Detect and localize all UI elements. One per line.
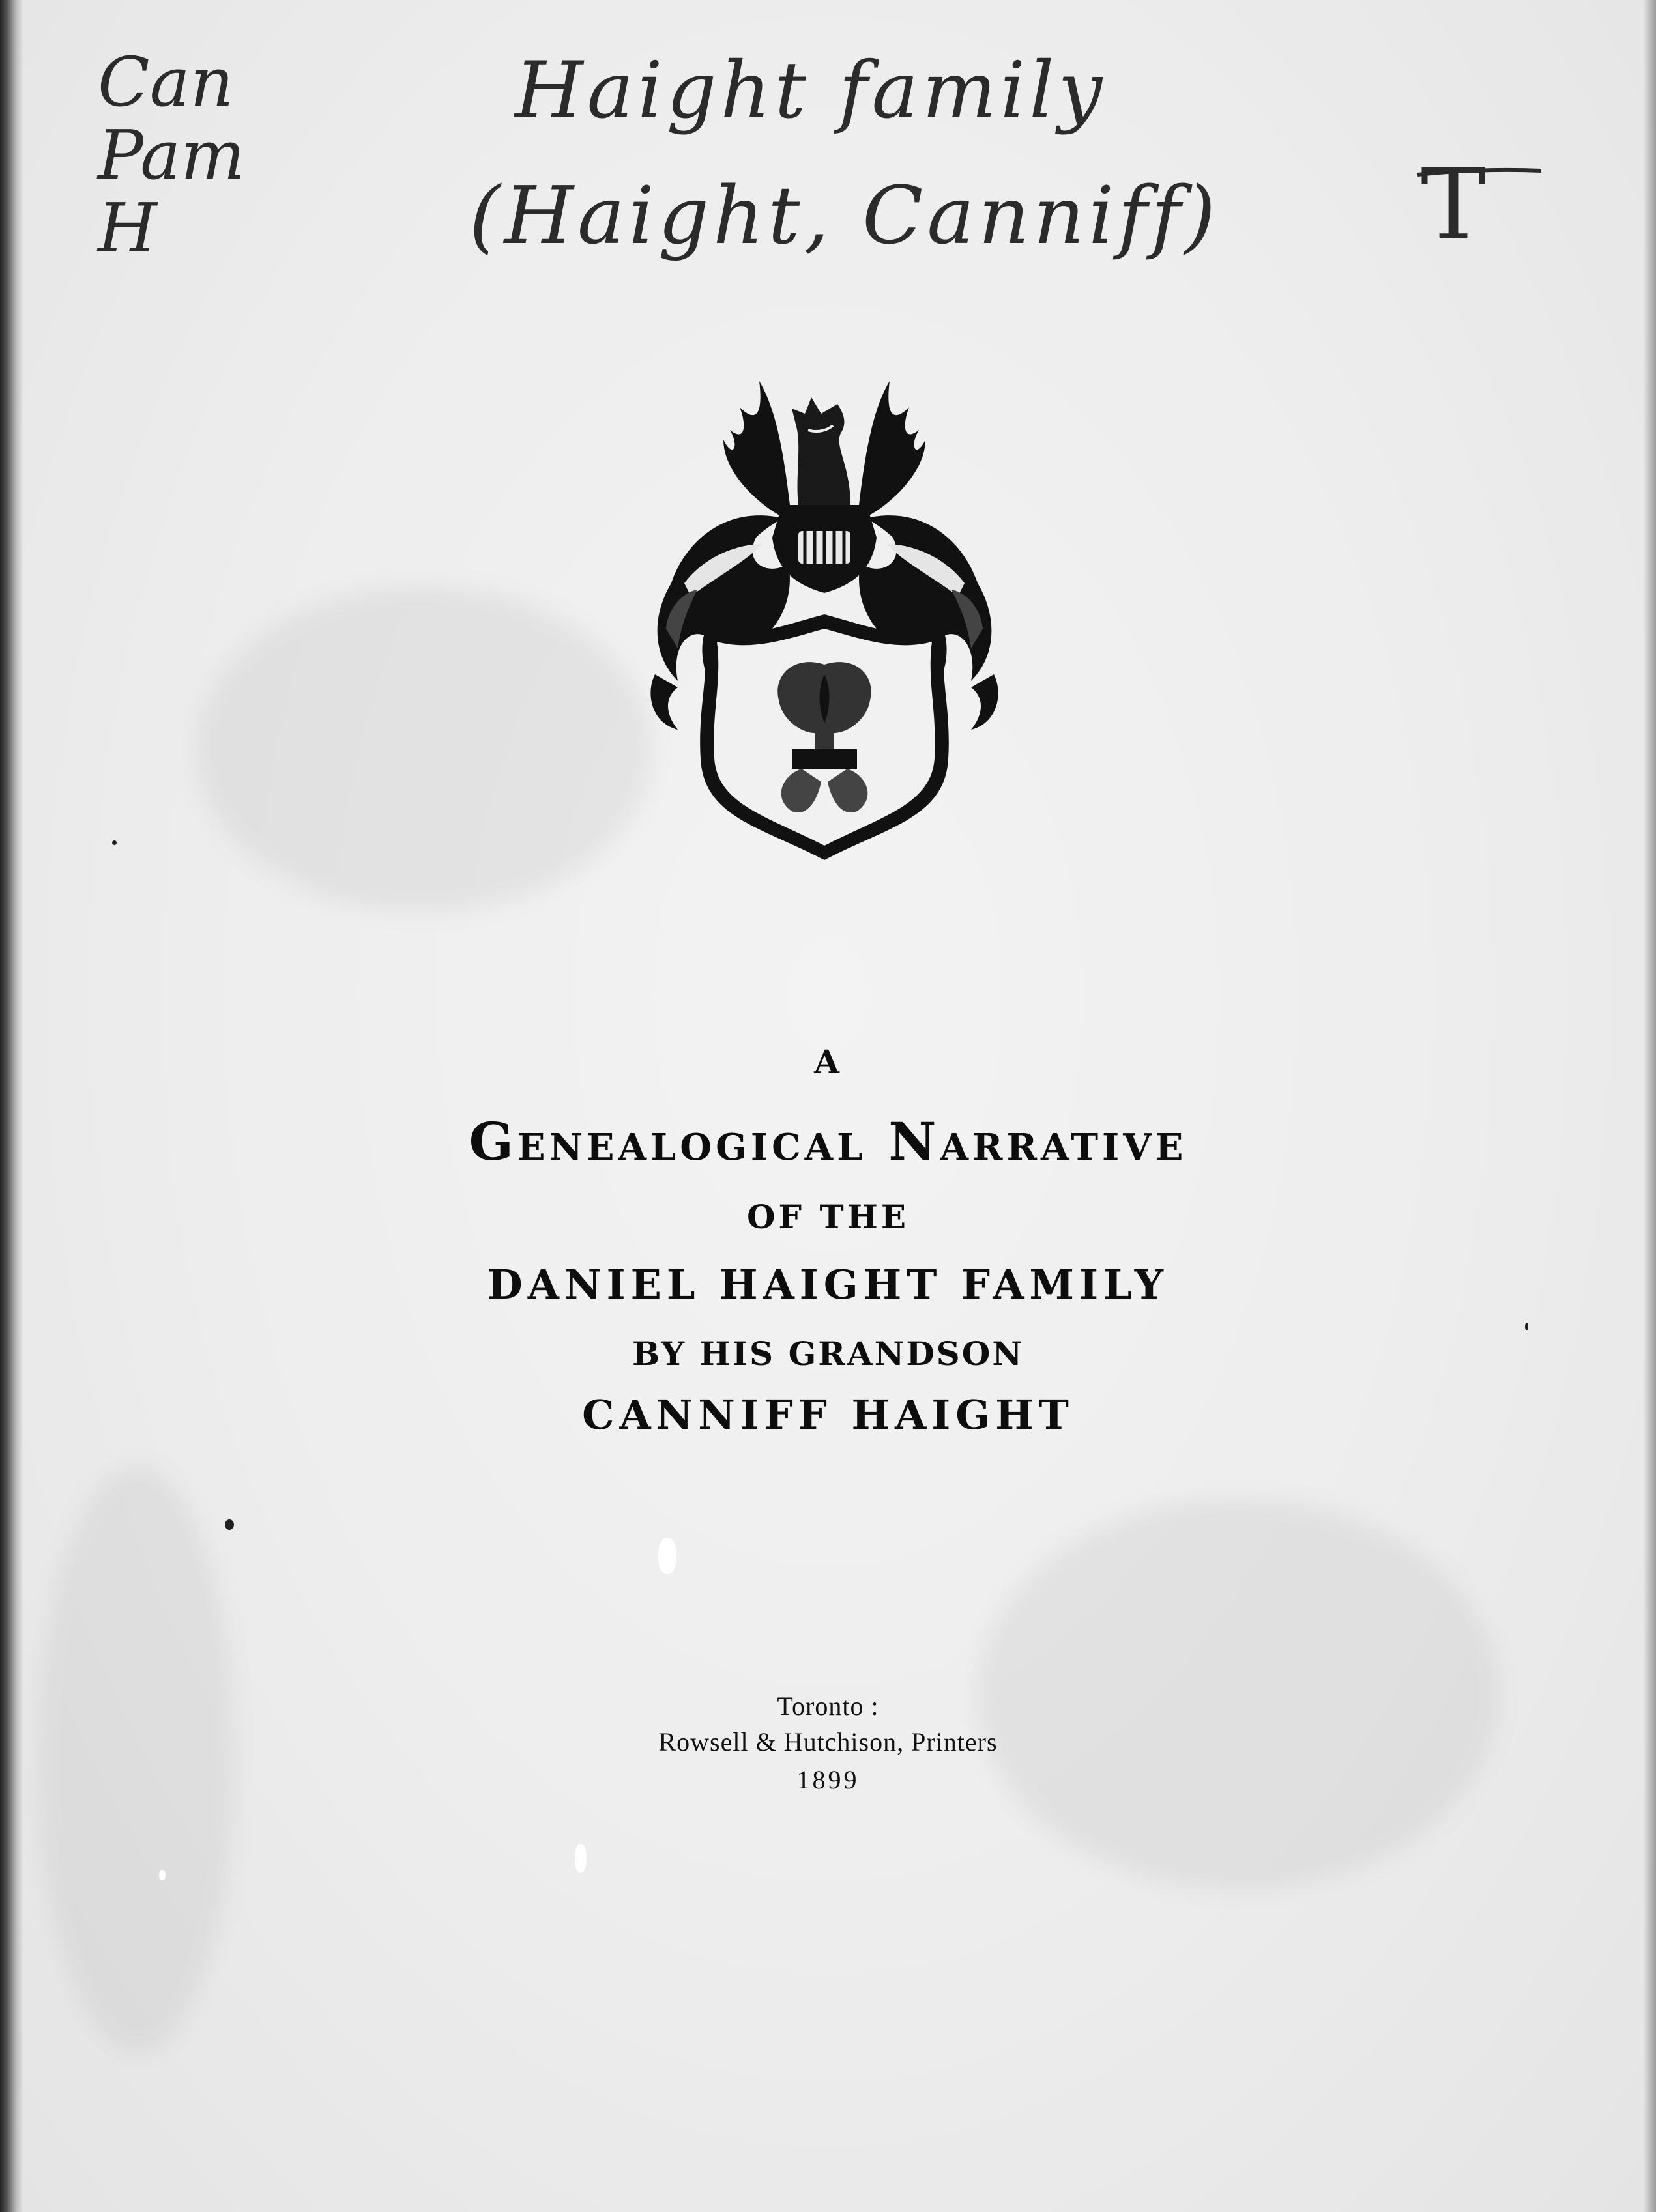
handwritten-subject-heading: Haight family [515,46,1107,136]
imprint-year: 1899 [796,1765,860,1794]
paper-stain [196,586,652,912]
call-number-line-3: H [98,188,157,268]
call-number-line-1: Can [98,42,234,122]
book-title: Genealogical Narrative [469,1111,1187,1172]
call-number-line-2: Pam [98,115,245,195]
handwritten-mark: T [1421,149,1487,262]
handwritten-mark-bar [1414,156,1545,182]
author-name: CANNIFF HAIGHT [582,1391,1074,1439]
paper-scuff [575,1844,587,1873]
imprint-city: Toronto : [777,1691,879,1721]
author-byline: BY HIS GRANDSON [632,1334,1024,1373]
ink-speck [112,840,117,845]
page-right-edge [1643,0,1656,2212]
title-connector: OF THE [746,1198,910,1236]
ink-speck [225,1519,234,1530]
coat-of-arms-icon [626,368,1023,876]
handwritten-call-number [98,42,306,268]
paper-scuff [658,1538,676,1574]
title-article: A [814,1042,842,1081]
paper-scuff [159,1870,166,1880]
ink-speck [1525,1323,1528,1330]
imprint-printer: Rowsell & Hutchison, Printers [658,1727,998,1757]
handwritten-subject-names: (Haight, Canniff) [469,169,1220,262]
title-family-name: DANIEL HAIGHT FAMILY [487,1261,1169,1308]
binding-edge [0,0,23,2212]
paper-stain [39,1466,235,2052]
